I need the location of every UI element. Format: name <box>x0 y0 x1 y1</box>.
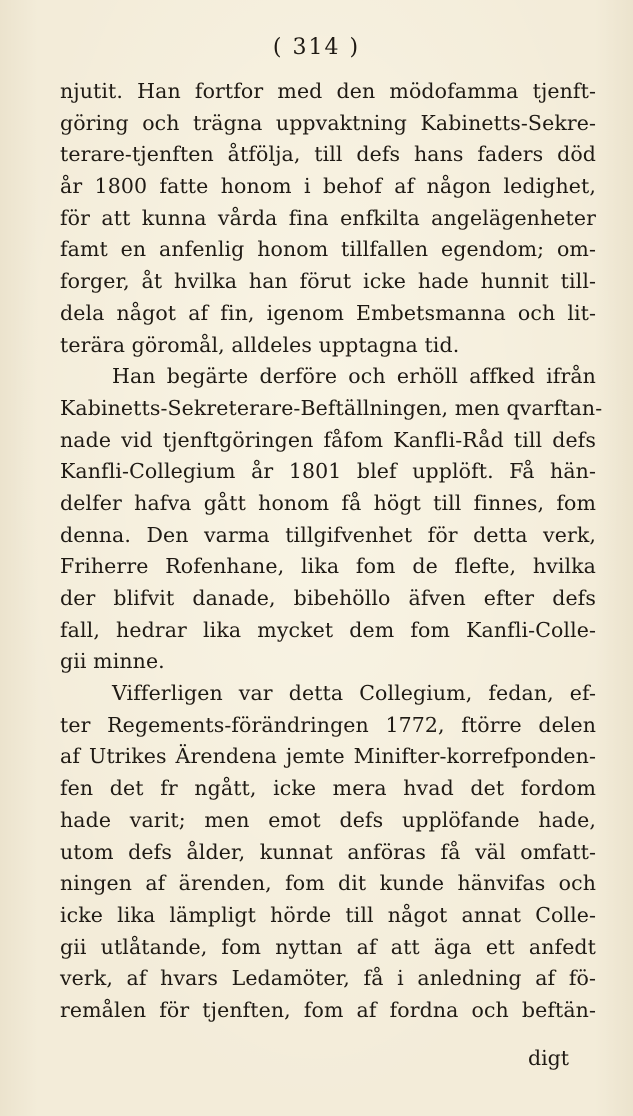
text-line: för att kunna vårda fina enfkilta angelägenheter <box>60 205 596 230</box>
text-line: fen det fr ngått, icke mera hvad det fordom <box>60 776 596 801</box>
text-line: Kanfli-Collegium år 1801 blef upplöft. Få hän- <box>60 459 596 484</box>
text-line: famt en anfenlig honom tillfallen egendom; om- <box>60 237 596 262</box>
text-line: nade vid tjenftgöringen fåfom Kanfli-Råd till defs <box>60 427 596 452</box>
catchword: digt <box>527 1046 569 1070</box>
text-line: delfer hafva gått honom få högt till finnes, fom <box>60 490 596 515</box>
text-line: gii minne. <box>60 649 165 674</box>
text-line: forger, åt hvilka han förut icke hade hunnit till- <box>60 269 596 294</box>
text-line: Kabinetts-Sekreterare-Beftällningen, men qvarftan- <box>60 395 603 420</box>
text-line: remålen för tjenften, fom af fordna och beftän- <box>60 997 596 1022</box>
text-line: år 1800 fatte honom i behof af någon ledighet, <box>60 174 596 199</box>
text-line: denna. Den varma tillgifvenhet för detta verk, <box>60 522 596 547</box>
text-line: fall, hedrar lika mycket dem fom Kanfli-Colle- <box>60 617 596 642</box>
text-line: göring och trägna uppvaktning Kabinetts-Sekre- <box>60 110 596 135</box>
text-line: ningen af ärenden, fom dit kunde hänvifas och <box>60 871 596 896</box>
text-line: verk, af hvars Ledamöter, få i anledning af fö- <box>60 966 596 991</box>
text-line: utom defs ålder, kunnat anföras få väl omfatt- <box>60 839 596 864</box>
text-line: ter Regements-förändringen 1772, ftörre delen <box>60 712 596 737</box>
text-line: njutit. Han fortfor med den mödofamma tjenft- <box>60 79 596 103</box>
text-line: gii utlåtande, fom nyttan af att äga ett anfedt <box>60 934 596 959</box>
text-line: Han begärte derföre och erhöll affked ifrån <box>112 364 596 389</box>
text-line: icke lika lämpligt hörde till något annat Colle- <box>60 902 596 927</box>
body-text <box>60 76 603 1027</box>
text-line: dela något af fin, igenom Embetsmanna och lit- <box>60 300 596 325</box>
text-line: hade varit; men emot defs upplöfande hade, <box>60 807 596 832</box>
text-line: terare-tjenften åtfölja, till defs hans faders död <box>60 142 596 167</box>
text-line: terära göromål, alldeles upptagna tid. <box>60 332 460 357</box>
text-line: der blifvit danade, bibehöllo äfven efter defs <box>60 586 596 610</box>
text-line: Friherre Rofenhane, lika fom de flefte, hvilka <box>60 554 596 579</box>
text-line: Vifferligen var detta Collegium, fedan, ef- <box>112 681 596 706</box>
page-number: ( 314 ) <box>272 35 361 60</box>
text-line: af Utrikes Ärendena jemte Minifter-korrefponden- <box>60 744 596 769</box>
